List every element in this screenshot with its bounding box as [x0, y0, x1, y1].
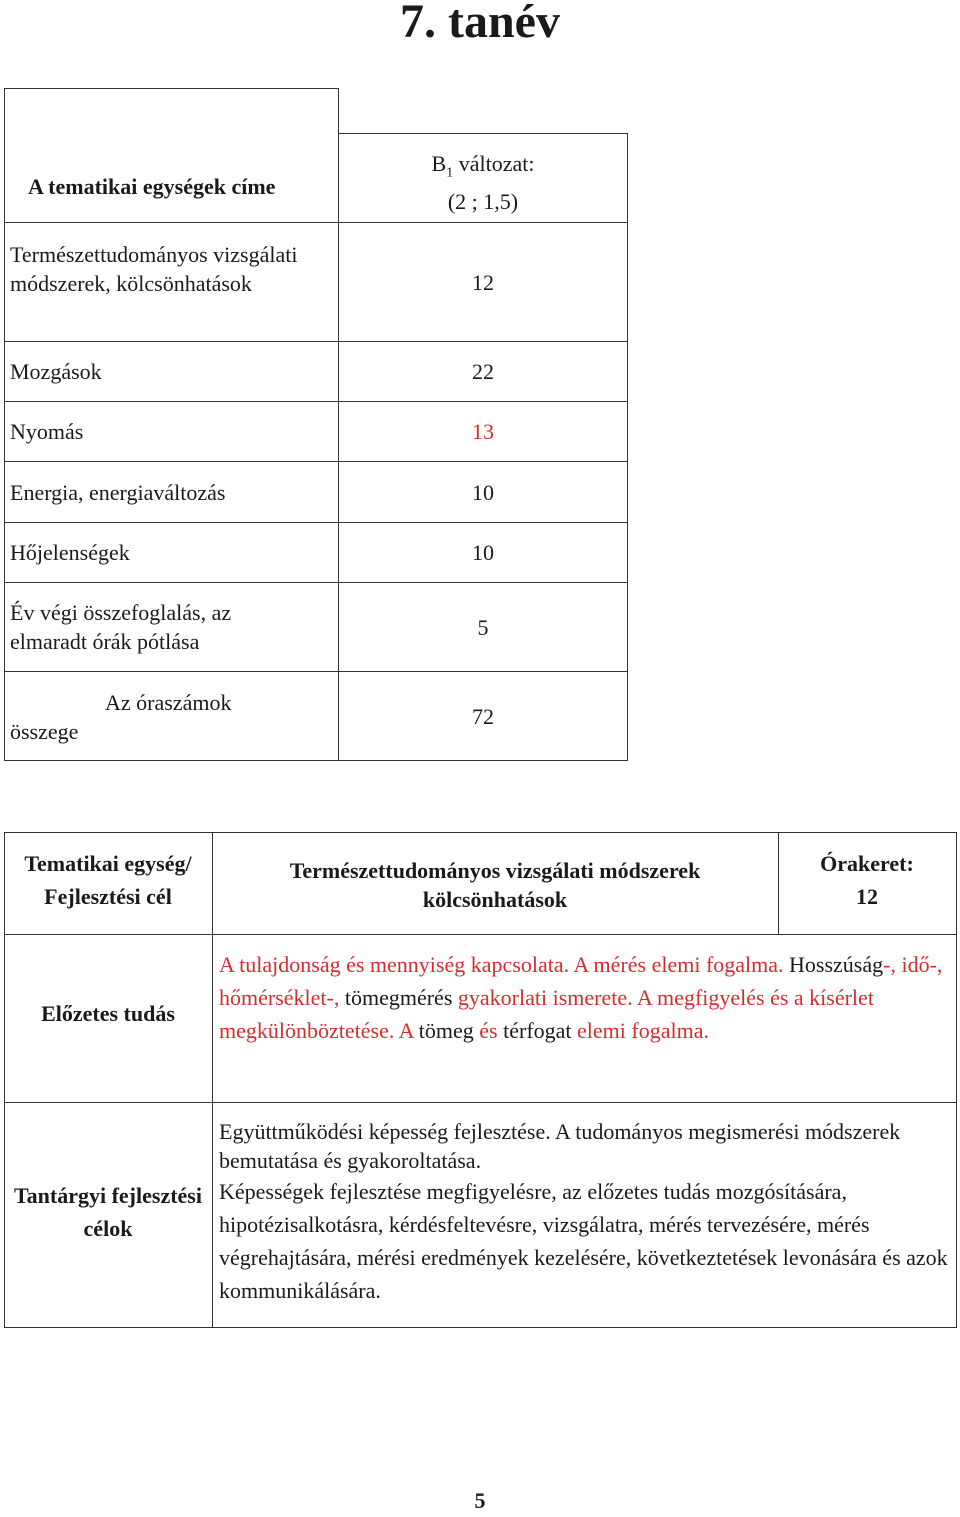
prior-knowledge-text: A tulajdonság és mennyiség kapcsolata. A mérés elemi fogalma. Hosszúság-, idő-, hőmérséklet-, tömegmérés gyakorlati ismerete. A megfigyelés és a kísérlet megkülönböztetése. A tömeg és térfogat elemi fogalma. [219, 952, 943, 1043]
row-hours: 10 [472, 540, 494, 565]
prior-knowledge-label: Előzetes tudás [41, 1001, 175, 1026]
goals-label: Tantárgyi fejlesztési célok [14, 1183, 202, 1241]
header-unit-title: Természettudományos vizsgálati módszerek kölcsönhatások [289, 858, 701, 912]
row-hours: 13 [472, 419, 494, 444]
row-title: Természettudományos vizsgálati módszerek, kölcsönhatások [10, 242, 298, 296]
col-header-variant: $B_1$ változat: (2 ; 1,5) [431, 151, 535, 215]
row-hours: 12 [472, 270, 494, 295]
page-title: 7. tanév [400, 0, 560, 48]
col-header-title: A tematikai egységek címe [28, 174, 276, 199]
goals-paragraph-2: Képességek fejlesztése megfigyelésre, az előzetes tudás mozgósítására, hipotézisalkotásra, kérdésfeltevésre, vizsgálatra, mérés tervezésére, mérés végrehajtására, mérési eredmények kezelésére, következtetések levonására és azok kommunikálására. [219, 1179, 948, 1303]
row-title: Energia, energiaváltozás [10, 480, 226, 505]
row-hours: 5 [477, 615, 489, 640]
page-number: 5 [474, 1488, 486, 1513]
row-hours: 22 [472, 359, 494, 384]
row-hours: 10 [472, 480, 494, 505]
goals-paragraph-1: Együttműködési képesség fejlesztése. A tudományos megismerési módszerek bemutatása és gyakoroltatása. [219, 1119, 901, 1173]
total-hours: 72 [472, 704, 494, 729]
header-time-frame: Órakeret: 12 [820, 851, 914, 909]
row-title: Mozgások [10, 359, 102, 384]
row-title: Nyomás [10, 419, 84, 444]
row-title: Év végi összefoglalás, az elmaradt órák pótlása [10, 600, 232, 654]
header-unit-goal: Tematikai egység/ Fejlesztési cél [24, 851, 192, 909]
total-label: összege [10, 719, 79, 744]
row-title: Hőjelenségek [10, 540, 130, 565]
total-label: Az óraszámok [105, 690, 232, 715]
